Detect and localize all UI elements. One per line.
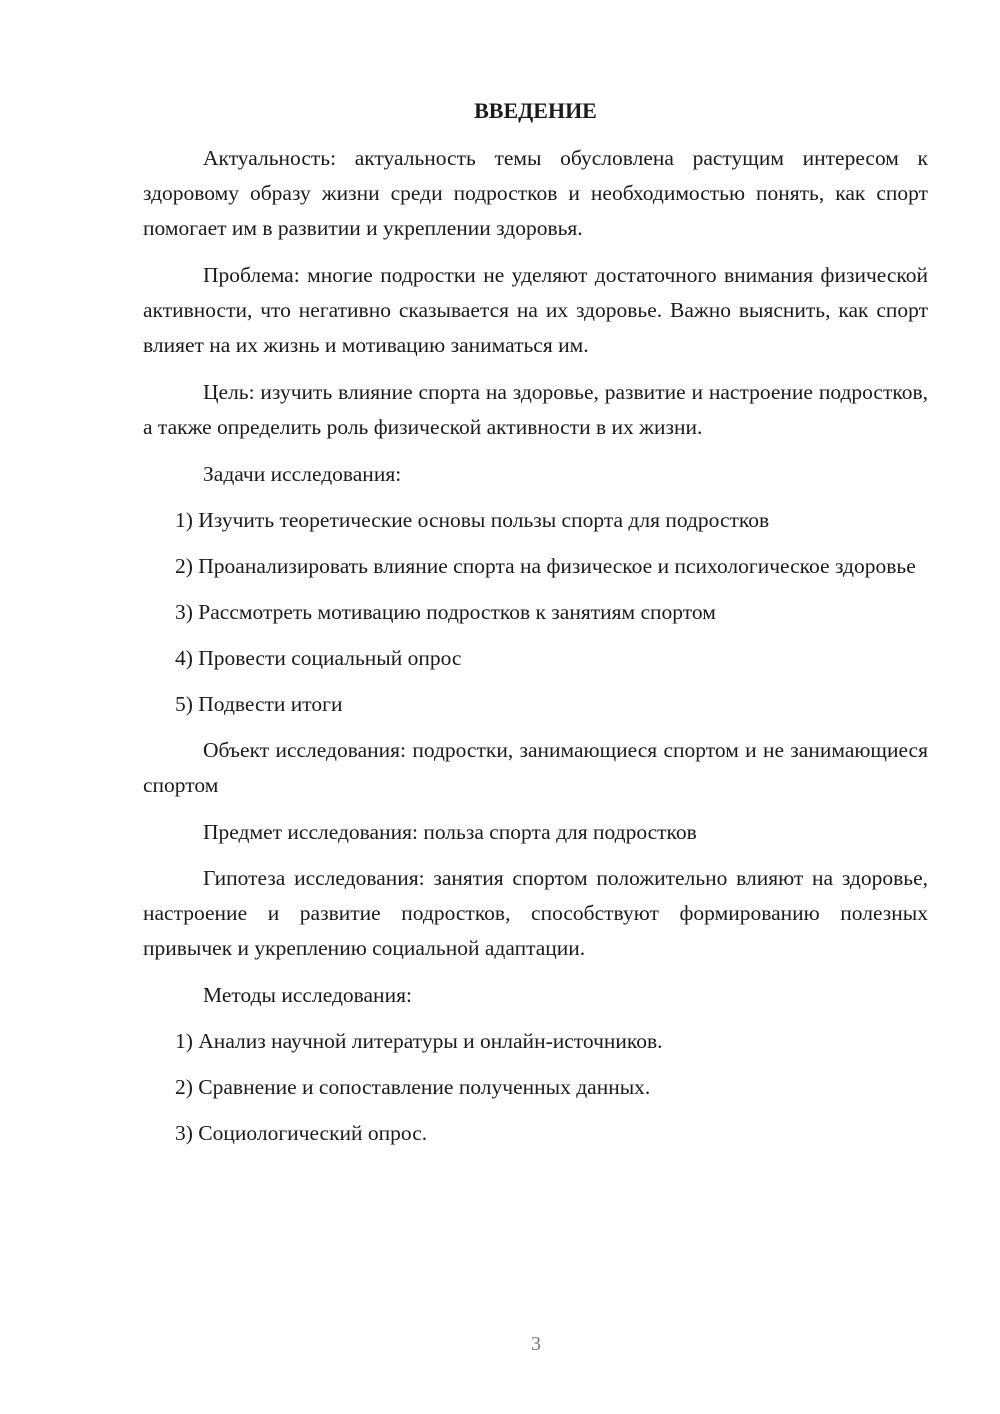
document-page xyxy=(143,95,928,1162)
page-title: ВВЕДЕНИЕ xyxy=(474,98,597,123)
task-item: 4) Провести социальный опрос xyxy=(175,646,462,670)
goal-paragraph: Цель: изучить влияние спорта на здоровье, развитие и настроение подростков, а также определить роль физической активности в их жизни. xyxy=(143,380,928,439)
subject-paragraph: Предмет исследования: польза спорта для подростков xyxy=(203,820,697,844)
methods-heading: Методы исследования: xyxy=(203,983,412,1007)
task-item: 3) Рассмотреть мотивацию подростков к занятиям спортом xyxy=(175,600,716,624)
tasks-heading: Задачи исследования: xyxy=(203,462,402,486)
method-item: 3) Социологический опрос. xyxy=(175,1121,428,1145)
page-number: 3 xyxy=(531,1333,541,1355)
task-item: 5) Подвести итоги xyxy=(175,692,343,716)
object-paragraph: Объект исследования: подростки, занимающиеся спортом и не занимающиеся спортом xyxy=(143,738,928,797)
problem-paragraph: Проблема: многие подростки не уделяют достаточного внимания физической активности, что негативно сказывается на их здоровье. Важно выяснить, как спорт влияет на их жизнь и мотивацию заниматься им. xyxy=(143,263,928,357)
task-item: 1) Изучить теоретические основы пользы спорта для подростков xyxy=(175,508,770,532)
hypothesis-paragraph: Гипотеза исследования: занятия спортом положительно влияют на здоровье, настроение и развитие подростков, способствуют формированию полезных привычек и укреплению социальной адаптации. xyxy=(143,866,928,960)
relevance-paragraph: Актуальность: актуальность темы обусловлена растущим интересом к здоровому образу жизни среди подростков и необходимостью понять, как спорт помогает им в развитии и укреплении здоровья. xyxy=(143,146,928,240)
method-item: 2) Сравнение и сопоставление полученных данных. xyxy=(175,1075,651,1099)
method-item: 1) Анализ научной литературы и онлайн-источников. xyxy=(175,1029,663,1053)
task-item: 2) Проанализировать влияние спорта на физическое и психологическое здоровье xyxy=(175,554,916,578)
